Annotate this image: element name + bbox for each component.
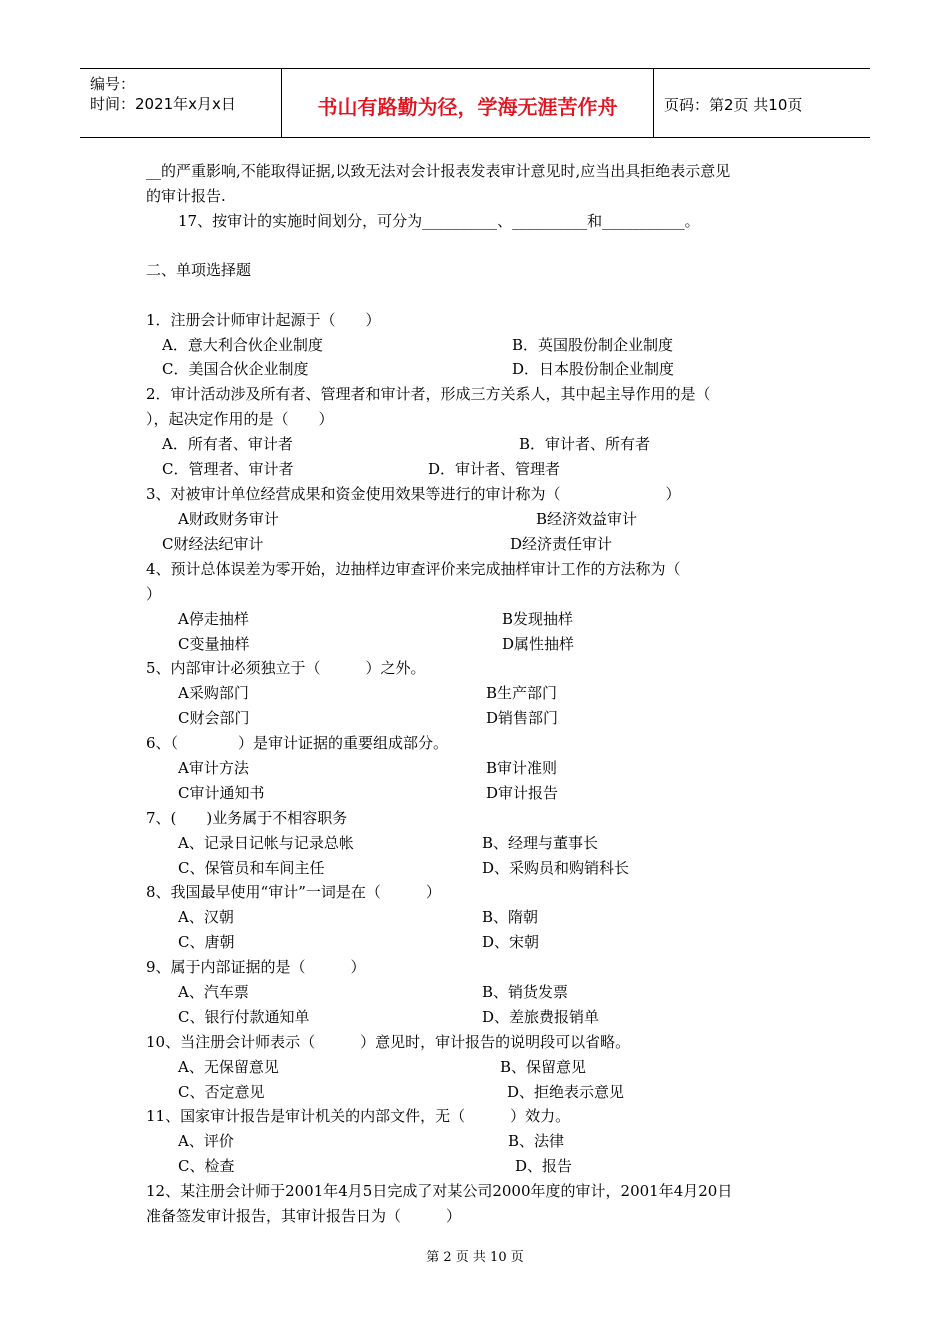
question-6: 6、（ ）是审计证据的重要组成部分。 (146, 734, 449, 752)
question-9: 9、属于内部证据的是（ ） (146, 958, 366, 976)
page-header (80, 68, 870, 138)
intro-line-2: 的审计报告. (146, 187, 226, 205)
q3-option-d: D经济责任审计 (510, 535, 613, 553)
q10-option-c: C、否定意见 (178, 1083, 265, 1101)
question-11: 11、国家审计报告是审计机关的内部文件，无（ ）效力。 (146, 1107, 571, 1125)
q11-option-d: D、报告 (515, 1157, 573, 1175)
q9-option-d: D、差旅费报销单 (482, 1008, 600, 1026)
q8-option-c: C、唐朝 (178, 933, 235, 951)
q5-option-d: D销售部门 (486, 709, 559, 727)
q3-option-b: B经济效益审计 (536, 510, 638, 528)
intro-line-1: __的严重影响,不能取得证据,以致无法对会计报表发表审计意见时,应当出具拒绝表示意见 (146, 162, 731, 180)
q4-option-d: D属性抽样 (502, 635, 575, 653)
question-4: 4、预计总体误差为零开始，边抽样边审查评价来完成抽样审计工作的方法称为（ (146, 560, 681, 578)
q7-option-b: B、经理与董事长 (482, 834, 599, 852)
q1-option-a: A．意大利合伙企业制度 (162, 336, 323, 354)
q11-option-c: C、检查 (178, 1157, 235, 1175)
q2-option-b: B．审计者、所有者 (519, 435, 651, 453)
question-5: 5、内部审计必须独立于（ ）之外。 (146, 659, 426, 677)
q11-option-b: B、法律 (508, 1132, 565, 1150)
q3-option-c: C财经法纪审计 (162, 535, 264, 553)
q9-option-b: B、销货发票 (482, 983, 569, 1001)
q10-option-a: A、无保留意见 (178, 1058, 279, 1076)
q4-option-a: A停走抽样 (178, 610, 249, 628)
header-middle-cell (282, 69, 654, 137)
q10-option-b: B、保留意见 (500, 1058, 587, 1076)
q6-option-c: C审计通知书 (178, 784, 265, 802)
q8-option-a: A、汉朝 (178, 908, 234, 926)
question-17: 17、按审计的实施时间划分，可分为__________、__________和___________。 (178, 212, 700, 230)
question-3: 3、对被审计单位经营成果和资金使用效果等进行的审计称为（ ） (146, 485, 681, 503)
q7-option-a: A、记录日记帐与记录总帐 (178, 834, 354, 852)
q7-option-d: D、采购员和购销科长 (482, 859, 630, 877)
question-12: 12、某注册会计师于2001年4月5日完成了对某公司2000年度的审计，2001年4月20日 (146, 1182, 733, 1200)
q8-option-b: B、隋朝 (482, 908, 539, 926)
q2-option-a: A．所有者、审计者 (162, 435, 293, 453)
q4-option-b: B发现抽样 (502, 610, 574, 628)
q1-option-d: D．日本股份制企业制度 (512, 360, 675, 378)
q10-option-d: D、拒绝表示意见 (507, 1083, 625, 1101)
question-12-cont: 准备签发审计报告，其审计报告日为（ ） (146, 1207, 462, 1225)
question-2-cont: ），起决定作用的是（ ） (146, 410, 334, 428)
question-1: 1．注册会计师审计起源于（ ） (146, 311, 381, 329)
q6-option-a: A审计方法 (178, 759, 249, 777)
q5-option-b: B生产部门 (486, 684, 558, 702)
q2-option-d: D．审计者、管理者 (428, 460, 561, 478)
header-right-cell (654, 69, 870, 137)
page-label: 页码：第2页 共10页 (664, 96, 803, 114)
question-4-cont: ） (146, 585, 162, 603)
number-label: 编号： (90, 75, 136, 93)
q6-option-b: B审计准则 (486, 759, 558, 777)
header-left-cell (80, 69, 282, 137)
q11-option-a: A、评价 (178, 1132, 234, 1150)
q3-option-a: A财政财务审计 (178, 510, 279, 528)
question-10: 10、当注册会计师表示（ ）意见时，审计报告的说明段可以省略。 (146, 1033, 631, 1051)
q5-option-c: C财会部门 (178, 709, 250, 727)
q9-option-c: C、银行付款通知单 (178, 1008, 310, 1026)
q5-option-a: A采购部门 (178, 684, 249, 702)
time-label: 时间：2021年x月x日 (90, 95, 236, 113)
section-title: 二、单项选择题 (146, 261, 252, 279)
page-footer: 第 2 页 共 10 页 (426, 1250, 524, 1265)
q2-option-c: C．管理者、审计者 (162, 460, 294, 478)
q9-option-a: A、汽车票 (178, 983, 249, 1001)
question-7: 7、( )业务属于不相容职务 (146, 809, 348, 827)
q6-option-d: D审计报告 (486, 784, 559, 802)
q4-option-c: C变量抽样 (178, 635, 250, 653)
question-2: 2．审计活动涉及所有者、管理者和审计者，形成三方关系人，其中起主导作用的是（ (146, 385, 711, 403)
question-8: 8、我国最早使用“审计”一词是在（ ） (146, 883, 441, 901)
q1-option-c: C．美国合伙企业制度 (162, 360, 309, 378)
q8-option-d: D、宋朝 (482, 933, 540, 951)
q7-option-c: C、保管员和车间主任 (178, 859, 325, 877)
q1-option-b: B．英国股份制企业制度 (512, 336, 674, 354)
slogan: 书山有路勤为径，学海无涯苦作舟 (317, 95, 618, 119)
